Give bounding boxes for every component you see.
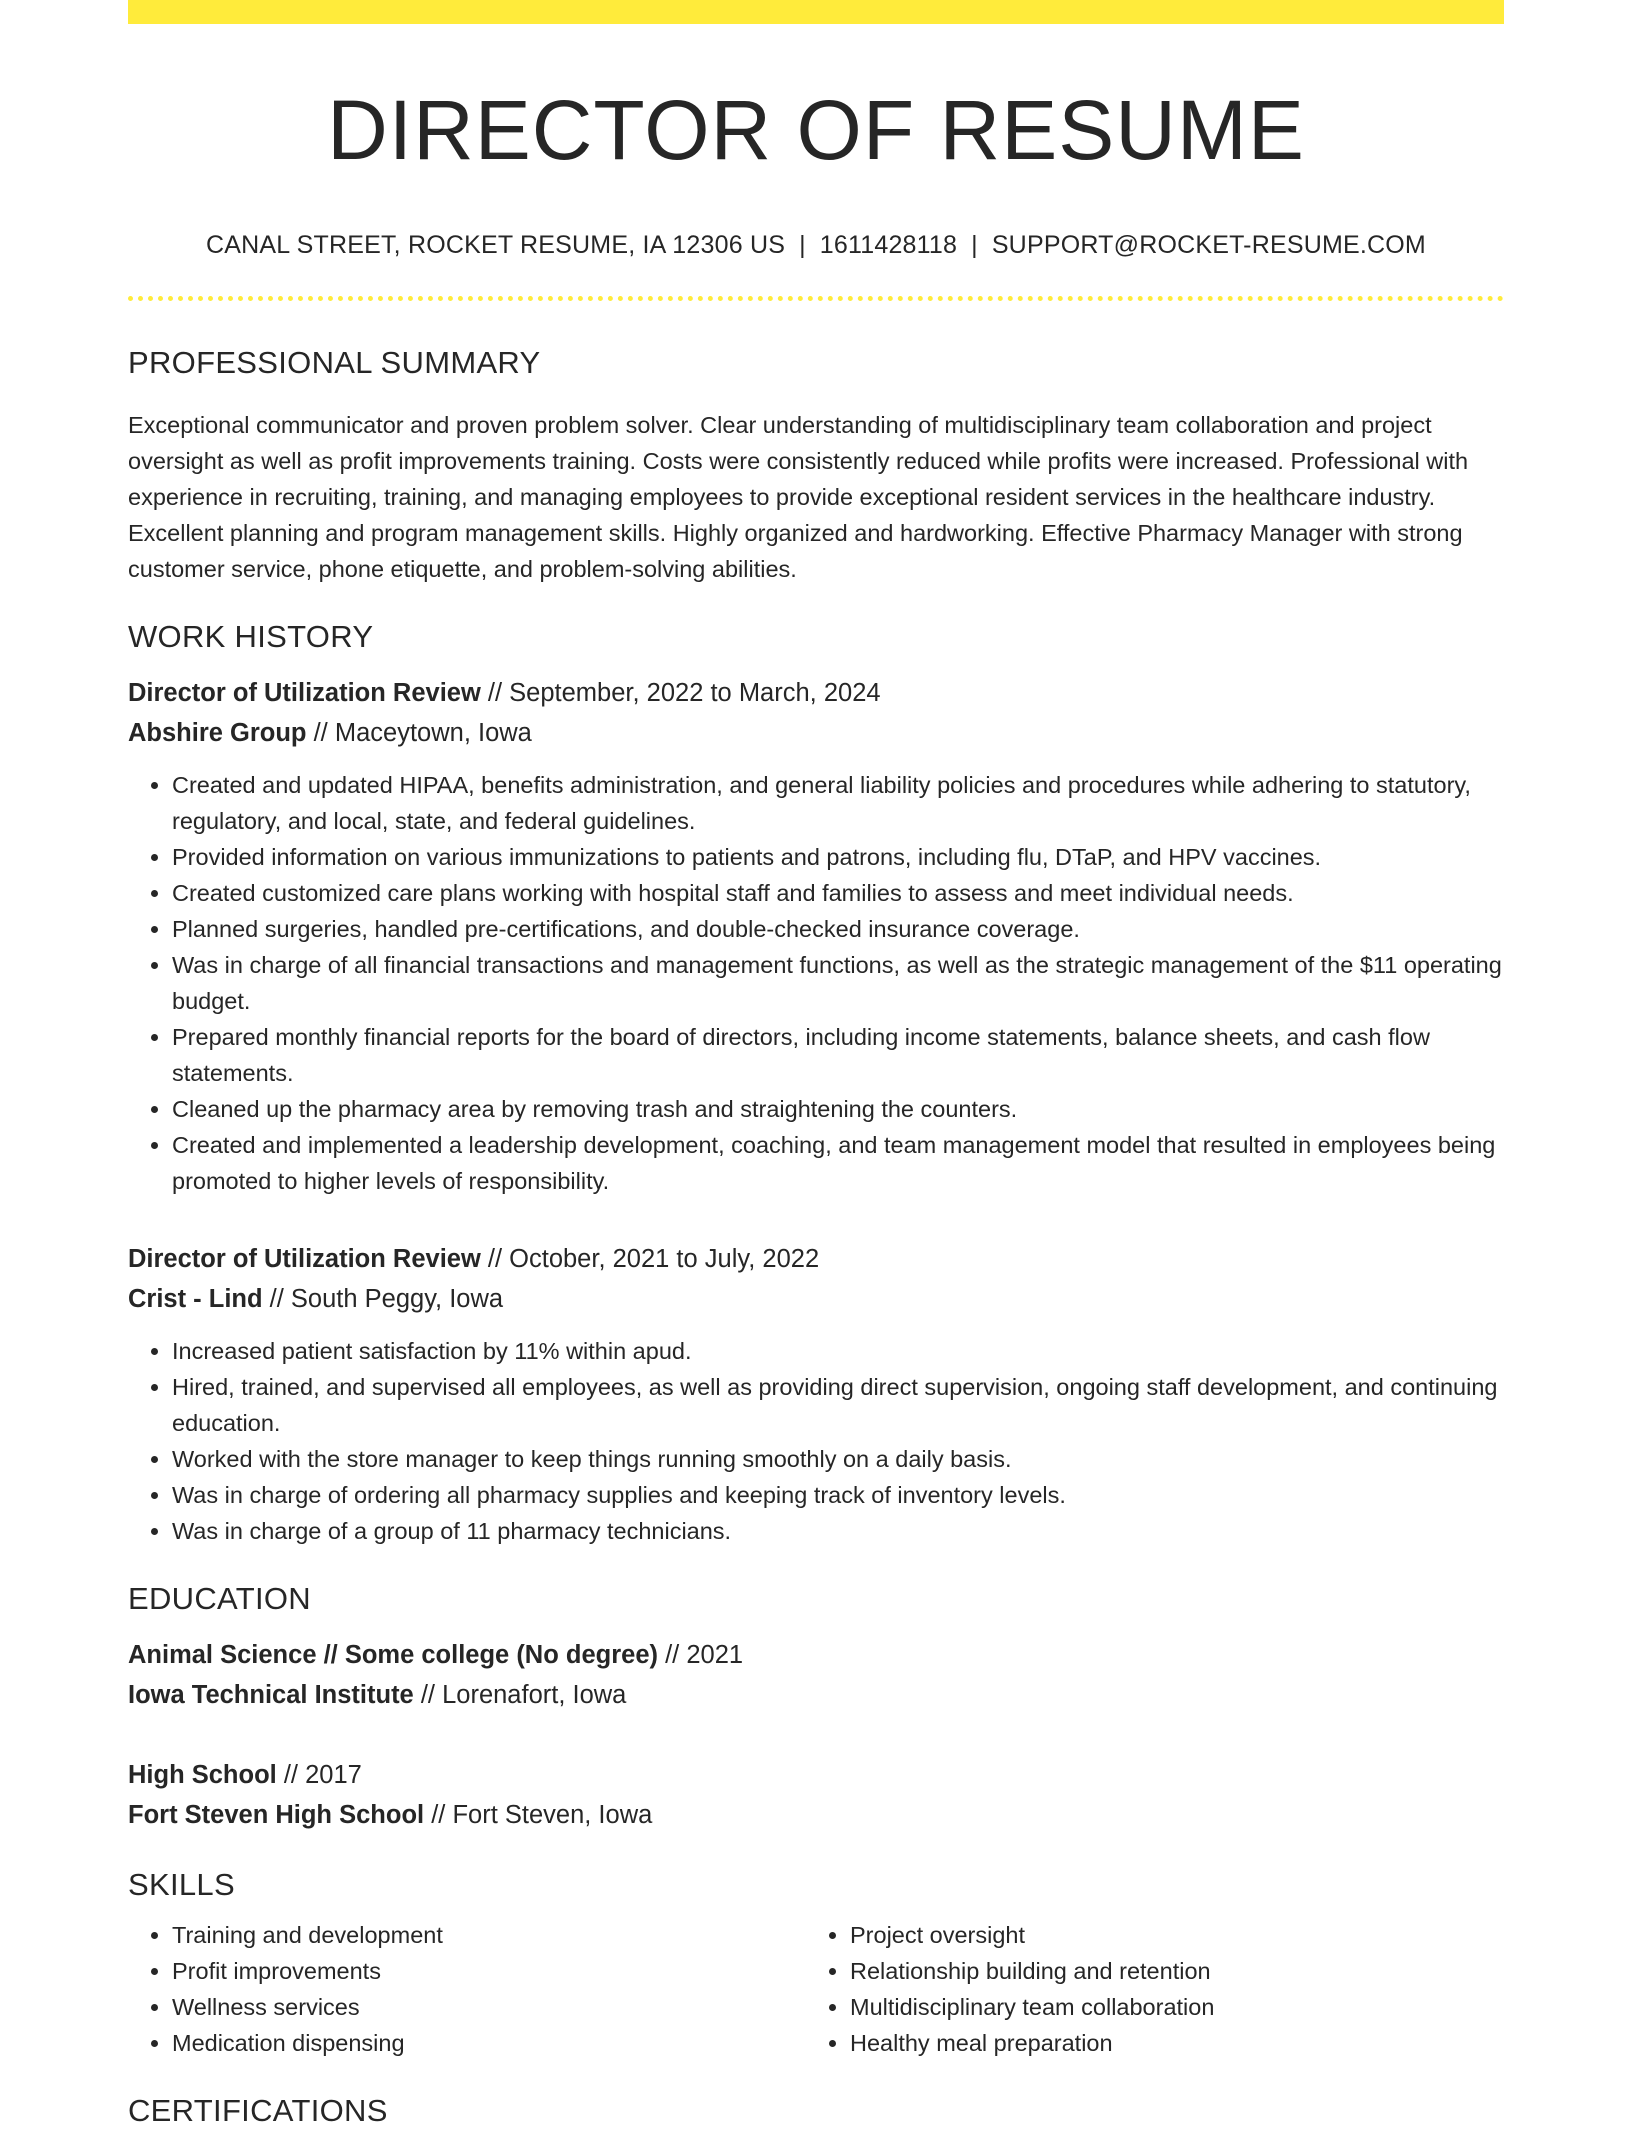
education-heading: EDUCATION bbox=[128, 1581, 311, 1617]
skill-item: • Multidisciplinary team collaboration bbox=[850, 1989, 1484, 2025]
education-degree-line bbox=[128, 1635, 1504, 1675]
job-bullet: • Created and updated HIPAA, benefits administration, and general liability policies and procedures while adhering to statutory, regulatory, and local, state, and federal guidelines. bbox=[172, 767, 1504, 839]
education-year: // 2017 bbox=[276, 1761, 362, 1790]
skill-item: • Profit improvements bbox=[172, 1953, 806, 1989]
job-location: // Maceytown, Iowa bbox=[306, 719, 532, 748]
contact-address: CANAL STREET, ROCKET RESUME, IA 12306 US bbox=[206, 231, 786, 260]
summary-text: Exceptional communicator and proven problem solver. Clear understanding of multidisciplinary team collaboration and project oversight as well as profit improvements training. Costs were consistently reduced while profits were increased. Professional with experience in recruiting, training, and managing employees to provide exceptional resident services in the healthcare industry. Excellent planning and program management skills. Highly organized and hardworking. Effective Pharmacy Manager with strong customer service, phone etiquette, and problem-solving abilities. bbox=[128, 412, 1469, 583]
resume-name: DIRECTOR OF RESUME bbox=[327, 83, 1305, 177]
skill-item: • Healthy meal preparation bbox=[850, 2025, 1484, 2061]
education-year: // 2021 bbox=[658, 1641, 744, 1670]
job-bullet: • Planned surgeries, handled pre-certifications, and double-checked insurance coverage. bbox=[172, 911, 1504, 947]
job-bullets bbox=[128, 1333, 1504, 1549]
skill-item: • Training and development bbox=[172, 1917, 806, 1953]
contact-email: SUPPORT@ROCKET-RESUME.COM bbox=[991, 231, 1426, 260]
education-location: // Lorenafort, Iowa bbox=[413, 1681, 627, 1710]
job-company: Crist - Lind bbox=[128, 1285, 263, 1314]
contact-phone: 1611428118 bbox=[819, 231, 958, 260]
job-dates: // September, 2022 to March, 2024 bbox=[480, 679, 881, 708]
certifications-section bbox=[128, 2093, 1504, 2129]
skills-column-left bbox=[128, 1917, 806, 2061]
job-bullet: • Worked with the store manager to keep things running smoothly on a daily basis. bbox=[172, 1441, 1504, 1477]
job-company-line bbox=[128, 1279, 1504, 1319]
job-company-line bbox=[128, 713, 1504, 753]
accent-top-bar bbox=[128, 0, 1504, 24]
job-bullet: • Was in charge of ordering all pharmacy supplies and keeping track of inventory levels. bbox=[172, 1477, 1504, 1513]
skills-section bbox=[128, 1867, 1504, 2061]
education-section bbox=[128, 1581, 1504, 1835]
job-title: Director of Utilization Review bbox=[128, 679, 481, 708]
work-history-section bbox=[128, 619, 1504, 1549]
education-degree-line bbox=[128, 1755, 1504, 1795]
certifications-heading: CERTIFICATIONS bbox=[128, 2093, 388, 2129]
resume-page bbox=[128, 0, 1504, 2129]
skill-item: • Wellness services bbox=[172, 1989, 806, 2025]
job-title: Director of Utilization Review bbox=[128, 1245, 481, 1274]
skill-item: • Project oversight bbox=[850, 1917, 1484, 1953]
job-bullet: • Increased patient satisfaction by 11% within apud. bbox=[172, 1333, 1504, 1369]
job-bullet: • Was in charge of all financial transactions and management functions, as well as the strategic management of the $11 operating budget. bbox=[172, 947, 1504, 1019]
education-school-line bbox=[128, 1675, 1504, 1715]
job-bullet: • Prepared monthly financial reports for the board of directors, including income statements, balance sheets, and cash flow statements. bbox=[172, 1019, 1504, 1091]
job-bullet: • Was in charge of a group of 11 pharmacy technicians. bbox=[172, 1513, 1504, 1549]
education-location: // Fort Steven, Iowa bbox=[424, 1801, 653, 1830]
contact-line bbox=[128, 231, 1504, 260]
education-school-line bbox=[128, 1795, 1504, 1835]
contact-separator: | bbox=[799, 231, 806, 260]
skill-item: • Relationship building and retention bbox=[850, 1953, 1484, 1989]
job-dates: // October, 2021 to July, 2022 bbox=[480, 1245, 820, 1274]
skill-item: • Medication dispensing bbox=[172, 2025, 806, 2061]
job-bullet: • Hired, trained, and supervised all employees, as well as providing direct supervision, ongoing staff development, and continuing education. bbox=[172, 1369, 1504, 1441]
summary-heading: PROFESSIONAL SUMMARY bbox=[128, 345, 541, 381]
job-bullet: • Provided information on various immunizations to patients and patrons, including flu, DTaP, and HPV vaccines. bbox=[172, 839, 1504, 875]
contact-separator: | bbox=[971, 231, 978, 260]
education-degree: Animal Science // Some college (No degree) bbox=[128, 1641, 658, 1670]
job-bullet: • Created and implemented a leadership development, coaching, and team management model that resulted in employees being promoted to higher levels of responsibility. bbox=[172, 1127, 1504, 1199]
skills-heading: SKILLS bbox=[128, 1867, 235, 1903]
skills-grid bbox=[128, 1917, 1504, 2061]
job-title-line bbox=[128, 1239, 1504, 1279]
job-bullet: • Created customized care plans working with hospital staff and families to assess and meet individual needs. bbox=[172, 875, 1504, 911]
job-bullet: • Cleaned up the pharmacy area by removing trash and straightening the counters. bbox=[172, 1091, 1504, 1127]
education-degree: High School bbox=[128, 1761, 277, 1790]
skills-column-right bbox=[806, 1917, 1484, 2061]
work-history-heading: WORK HISTORY bbox=[128, 619, 374, 655]
job-location: // South Peggy, Iowa bbox=[262, 1285, 504, 1314]
job-company: Abshire Group bbox=[128, 719, 307, 748]
job-bullets bbox=[128, 767, 1504, 1199]
education-school: Fort Steven High School bbox=[128, 1801, 425, 1830]
education-school: Iowa Technical Institute bbox=[128, 1681, 414, 1710]
job-title-line bbox=[128, 673, 1504, 713]
summary-section bbox=[128, 345, 1504, 587]
header-divider bbox=[128, 296, 1504, 301]
